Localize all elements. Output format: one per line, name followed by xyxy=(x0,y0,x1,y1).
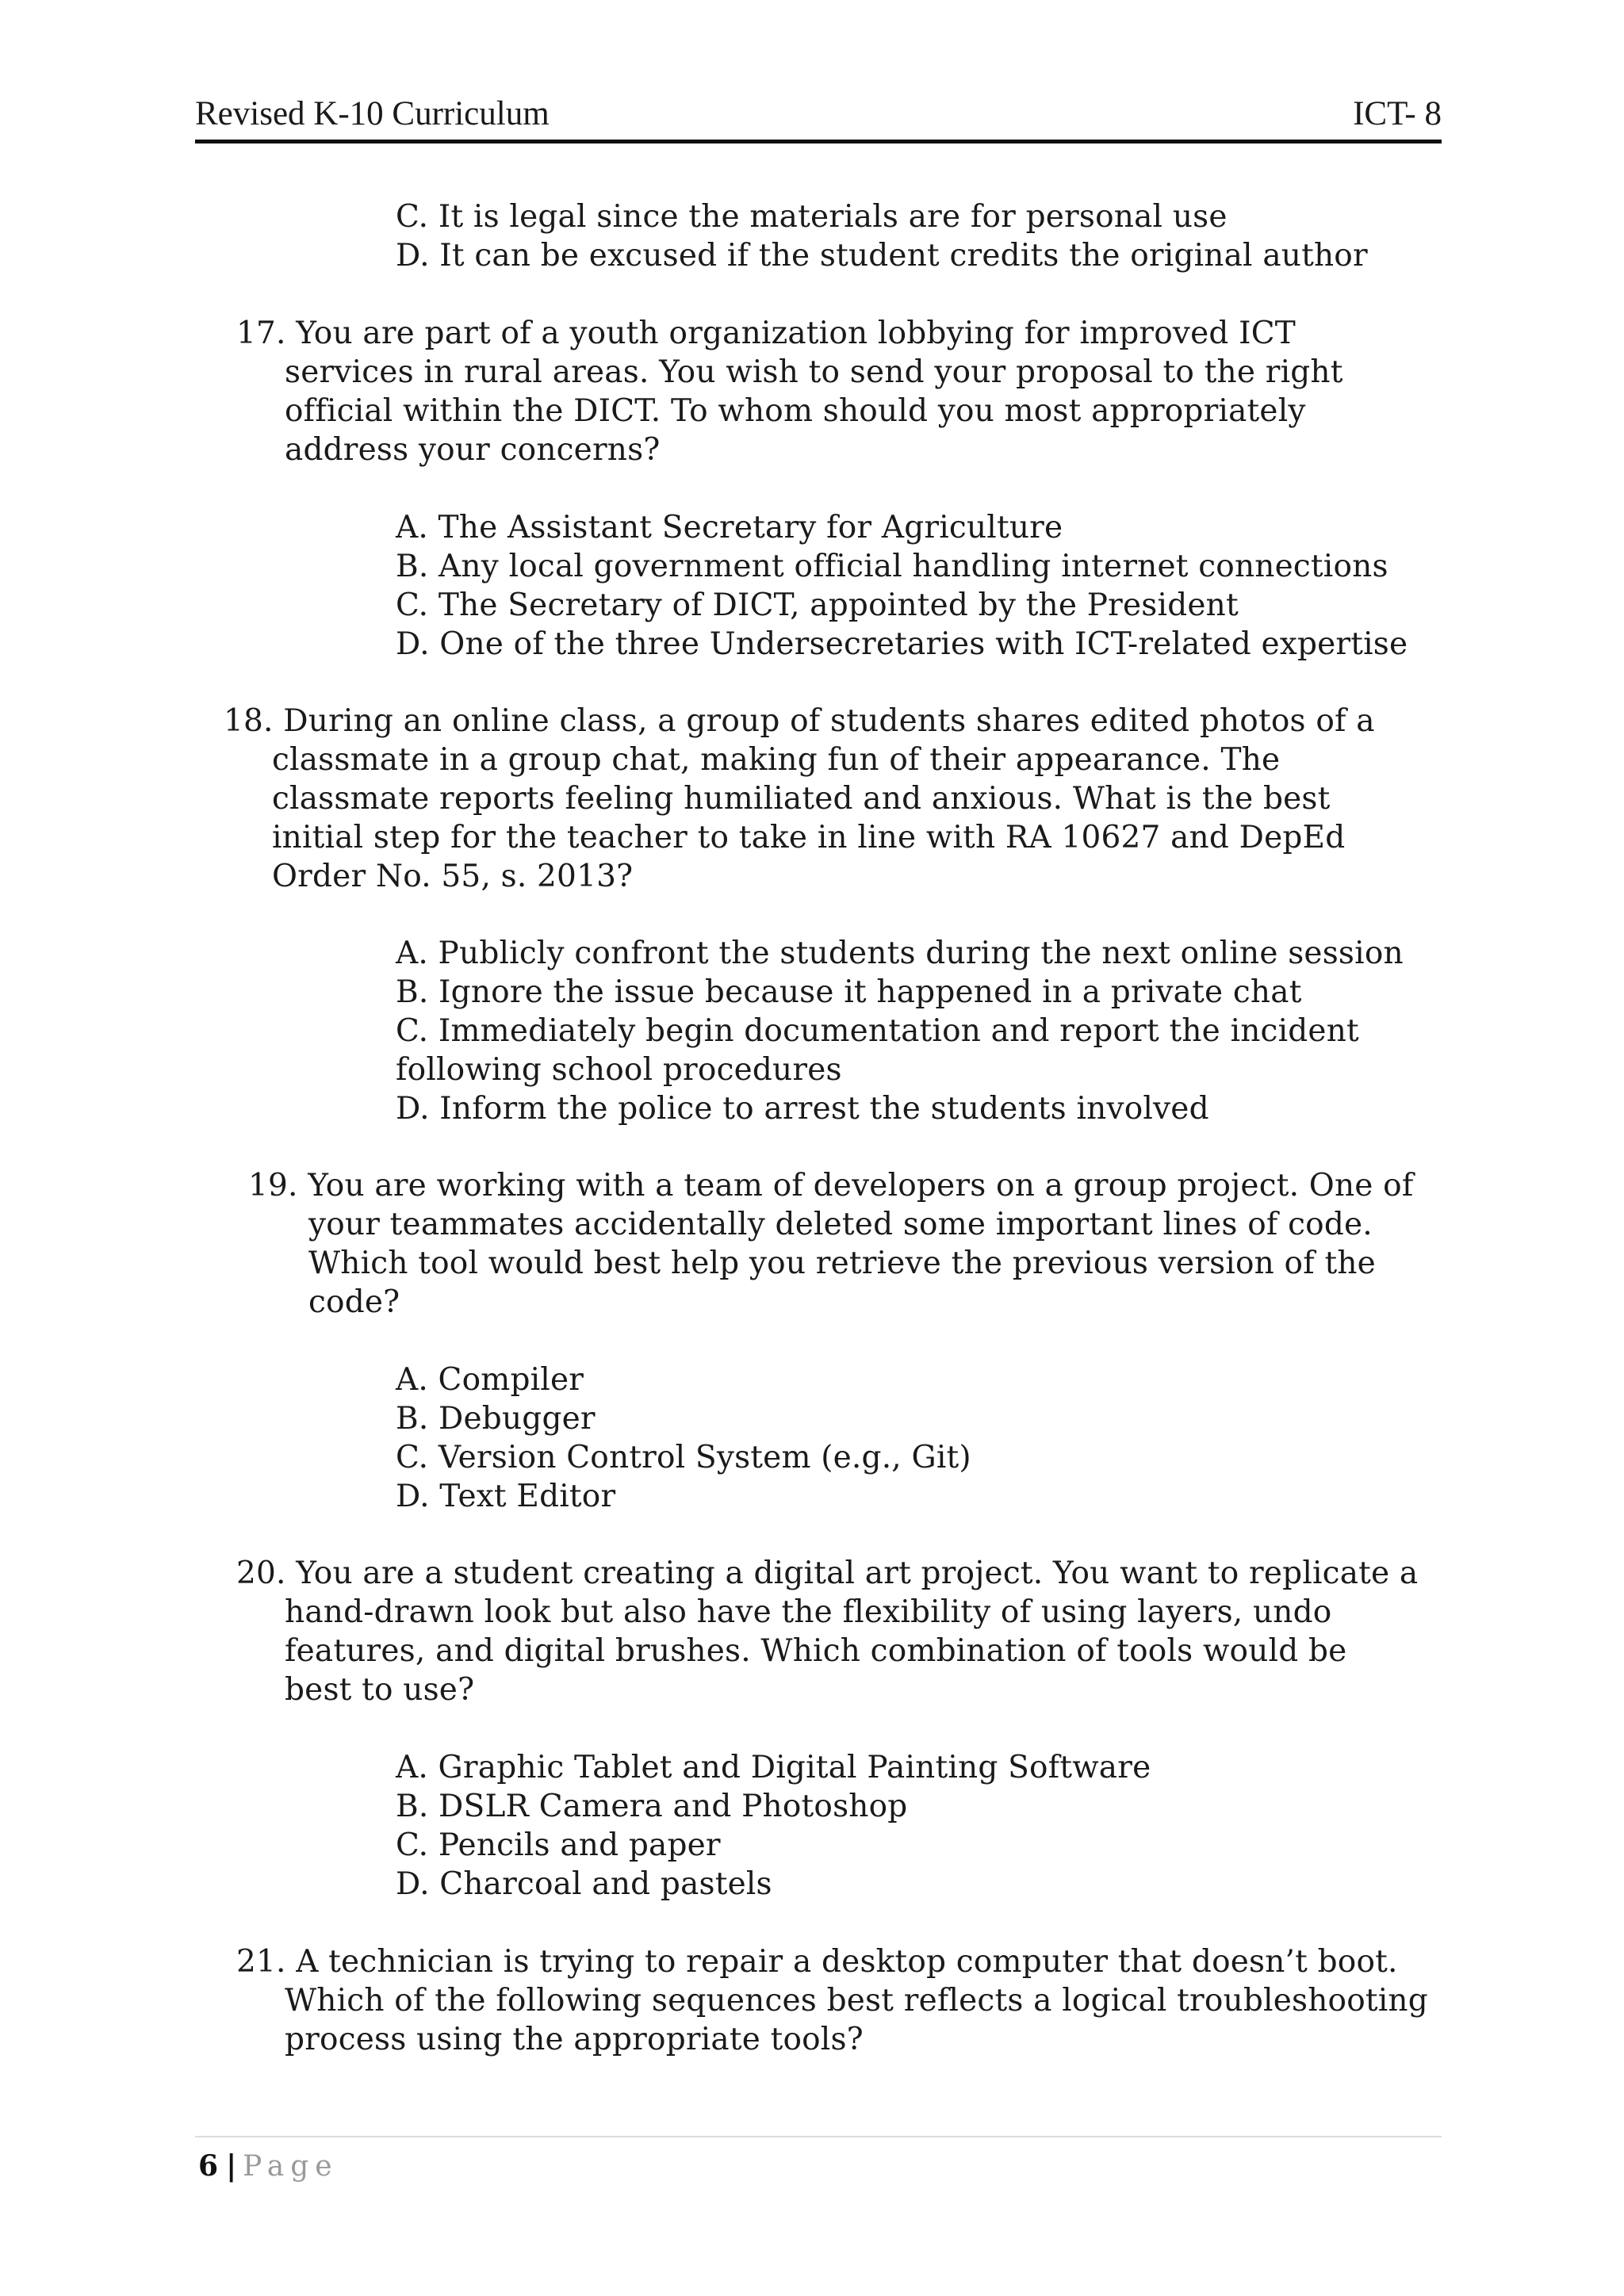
question-19-stem: Which tool would best help you retrieve the previous version of the xyxy=(308,1246,1376,1281)
question-20-stem: features, and digital brushes. Which combination of tools would be xyxy=(285,1633,1347,1669)
question-20-option: A. Graphic Tablet and Digital Painting Software xyxy=(396,1750,1151,1785)
footer-divider xyxy=(195,2136,1442,2137)
question-19-stem: 19. You are working with a team of developers on a group project. One of xyxy=(248,1168,1414,1203)
question-17-option: B. Any local government official handling internet connections xyxy=(396,549,1388,584)
question-17-option: A. The Assistant Secretary for Agriculture xyxy=(396,510,1063,545)
question-21-stem: Which of the following sequences best reflects a logical troubleshooting xyxy=(285,1983,1428,2019)
option-line: D. It can be excused if the student credits the original author xyxy=(396,238,1368,274)
question-19-option: A. Compiler xyxy=(396,1362,584,1398)
question-17-stem: address your concerns? xyxy=(285,432,661,468)
question-19-option: D. Text Editor xyxy=(396,1479,616,1514)
question-20-option: D. Charcoal and pastels xyxy=(396,1866,772,1902)
question-18-option: following school procedures xyxy=(396,1052,842,1088)
question-20-stem: best to use? xyxy=(285,1672,475,1708)
question-17-option: D. One of the three Undersecretaries with ICT-related expertise xyxy=(396,626,1408,662)
question-18-stem: initial step for the teacher to take in line with RA 10627 and DepEd xyxy=(272,820,1346,855)
question-18-stem: classmate reports feeling humiliated and anxious. What is the best xyxy=(272,781,1331,817)
header-curriculum-title: Revised K-10 Curriculum xyxy=(195,95,550,132)
question-20-stem: hand-drawn look but also have the flexibility of using layers, undo xyxy=(285,1594,1332,1630)
question-18-option: C. Immediately begin documentation and report the incident xyxy=(396,1013,1359,1049)
question-19-stem: code? xyxy=(308,1284,400,1320)
question-18-option: D. Inform the police to arrest the students involved xyxy=(396,1091,1209,1127)
question-19-option: C. Version Control System (e.g., Git) xyxy=(396,1440,971,1475)
question-18-stem: 18. During an online class, a group of students shares edited photos of a xyxy=(224,703,1375,739)
question-19-stem: your teammates accidentally deleted some important lines of code. xyxy=(308,1207,1373,1242)
question-19-option: B. Debugger xyxy=(396,1401,596,1437)
page-number: 6 xyxy=(198,2149,219,2183)
question-20-stem: 20. You are a student creating a digital art project. You want to replicate a xyxy=(236,1556,1419,1591)
question-17-stem: 17. You are part of a youth organization lobbying for improved ICT xyxy=(236,316,1297,351)
question-18-option: B. Ignore the issue because it happened in a private chat xyxy=(396,974,1302,1010)
page-header xyxy=(195,97,1442,144)
question-20-option: C. Pencils and paper xyxy=(396,1827,721,1863)
question-17-stem: services in rural areas. You wish to send your proposal to the right xyxy=(285,354,1343,390)
question-17-stem: official within the DICT. To whom should you most appropriately xyxy=(285,393,1306,429)
question-18-stem: classmate in a group chat, making fun of their appearance. The xyxy=(272,742,1281,778)
question-21-stem: process using the appropriate tools? xyxy=(285,2022,864,2057)
page-label: Page xyxy=(243,2150,339,2183)
option-line: C. It is legal since the materials are for personal use xyxy=(396,199,1228,235)
footer-separator: | xyxy=(226,2149,237,2183)
header-subject-code: ICT- 8 xyxy=(1353,95,1442,132)
question-21-stem: 21. A technician is trying to repair a desktop computer that doesn’t boot. xyxy=(236,1944,1398,1980)
question-20-option: B. DSLR Camera and Photoshop xyxy=(396,1789,908,1824)
question-18-stem: Order No. 55, s. 2013? xyxy=(272,859,634,894)
question-18-option: A. Publicly confront the students during the next online session xyxy=(396,936,1404,971)
question-17-option: C. The Secretary of DICT, appointed by the President xyxy=(396,587,1239,623)
page-footer xyxy=(198,2150,339,2183)
